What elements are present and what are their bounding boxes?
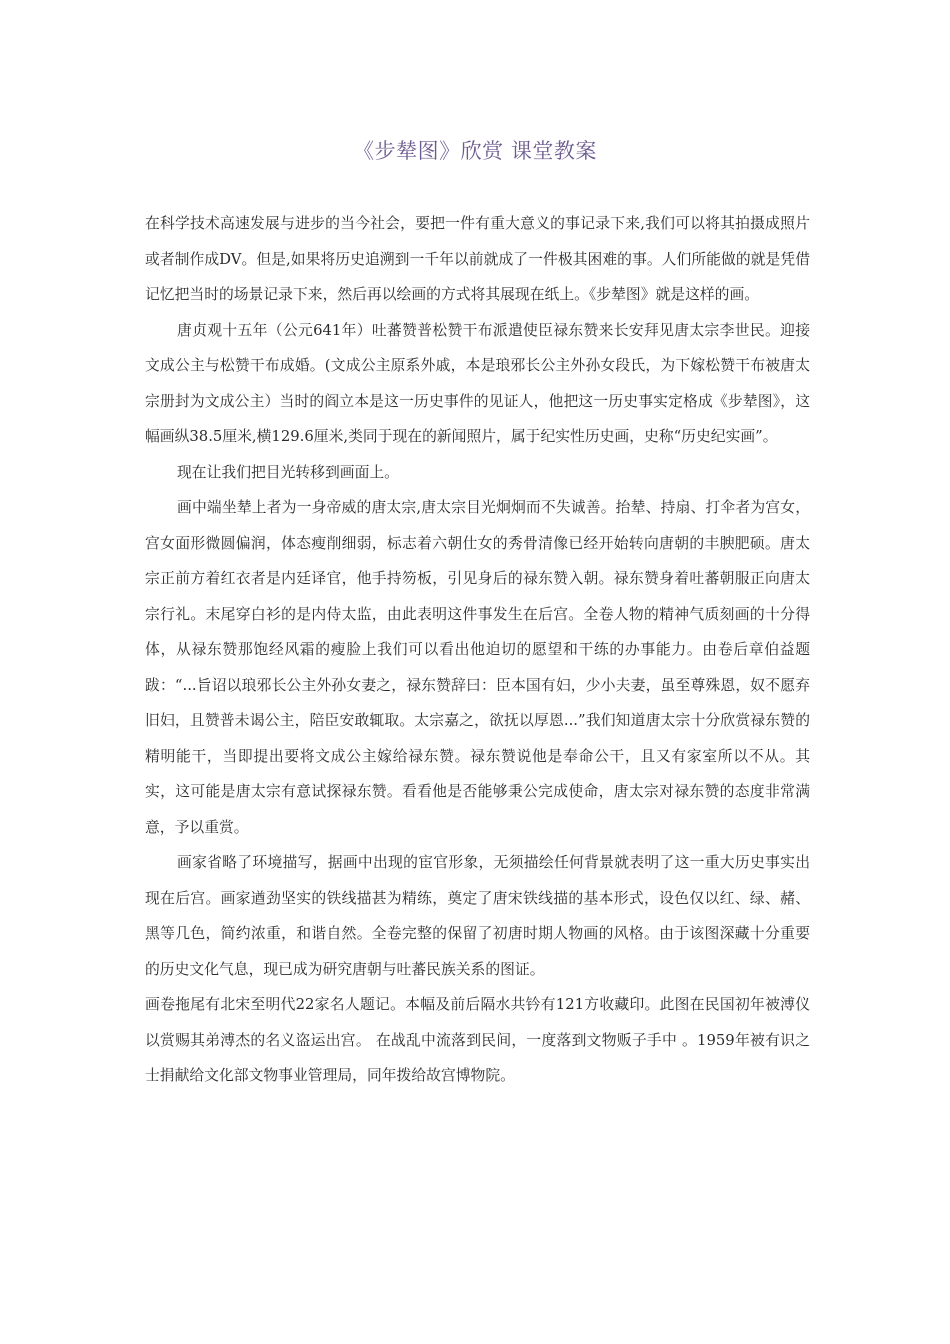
paragraph-transition: 现在让我们把目光转移到画面上。 [177, 463, 399, 481]
paragraph-technique: 画家省略了环境描写，据画中出现的宦官形象，无须描绘任何背景就表明了这一重大历史事实出现在后宫。画家遒劲坚实的铁线描甚为精练，奠定了唐宋铁线描的基本形式，设色仅以红、绿、赭、黑等几色，简约浓重，和谐自然。全卷完整的保留了初唐时期人物画的风格。由于该图深藏十分重要的历史文化气息，现已成为研究唐朝与吐蕃民族关系的图证。 [145, 854, 810, 978]
paragraph-provenance: 画卷拖尾有北宋至明代22家名人题记。本幅及前后隔水共钤有121方收藏印。此图在民国初年被溥仪以赏赐其弟溥杰的名义盗运出宫。 在战乱中流落到民间，一度落到文物贩子手中 。1959年被有识之士捐献给文化部文物事业管理局，同年拨给故宫博物院。 [145, 996, 810, 1084]
paragraph-history: 唐贞观十五年（公元641年）吐蕃赞普松赞干布派遣使臣禄东赞来长安拜见唐太宗李世民。迎接文成公主与松赞干布成婚。(文成公主原系外戚，本是琅邪长公主外孙女段氏，为下嫁松赞干布被唐太宗册封为文成公主）当时的阎立本是这一历史事件的见证人，他把这一历史事实定格成《步辇图》，这幅画纵38.5厘米,横129.6厘米,类同于现在的新闻照片，属于纪实性历史画，史称“历史纪实画”。 [145, 321, 810, 445]
paragraph-intro: 在科学技术高速发展与进步的当今社会，要把一件有重大意义的事记录下来,我们可以将其拍摄成照片或者制作成DV。但是,如果将历史追溯到一千年以前就成了一件极其困难的事。人们所能做的就是凭借记忆把当时的场景记录下来，然后再以绘画的方式将其展现在纸上。《步辇图》就是这样的画。 [145, 215, 810, 303]
document-body [145, 206, 810, 1094]
page-title: 《步辇图》欣赏 课堂教案 [353, 139, 597, 163]
paragraph-painting-description: 画中端坐辇上者为一身帝威的唐太宗,唐太宗目光炯炯而不失诚善。抬辇、持扇、打伞者为宫女，宫女面形微圆偏润，体态瘦削细弱，标志着六朝仕女的秀骨清像已经开始转向唐朝的丰腴肥硕。唐太宗正前方着红衣者是内廷译官，他手持笏板，引见身后的禄东赞入朝。禄东赞身着吐蕃朝服正向唐太宗行礼。末尾穿白衫的是内侍太监，由此表明这件事发生在后宫。全卷人物的精神气质刻画的十分得体，从禄东赞那饱经风霜的瘦脸上我们可以看出他迫切的愿望和干练的办事能力。由卷后章伯益题跋：“...旨诏以琅邪长公主外孙女妻之，禄东赞辞曰：臣本国有妇，少小夫妻，虽至尊殊恩，奴不愿弃旧妇，且赞普未谒公主，陪臣安敢辄取。太宗嘉之，欲抚以厚恩...”我们知道唐太宗十分欣赏禄东赞的精明能干，当即提出要将文成公主嫁给禄东赞。禄东赞说他是奉命公干，且又有家室所以不从。其实，这可能是唐太宗有意试探禄东赞。看看他是否能够秉公完成使命，唐太宗对禄东赞的态度非常满意，予以重赏。 [145, 499, 810, 836]
